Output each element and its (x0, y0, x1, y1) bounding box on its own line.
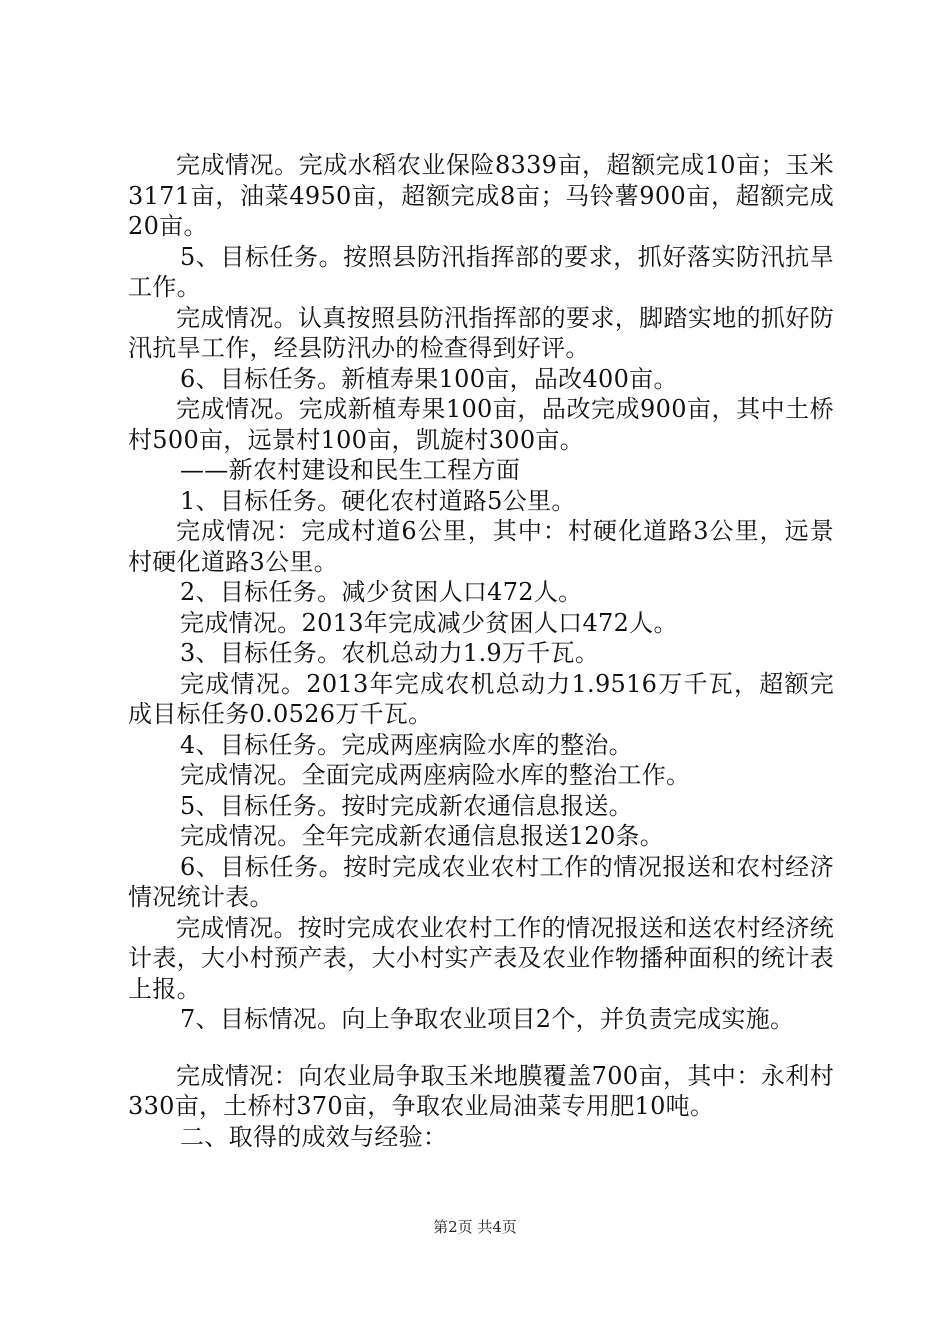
paragraph-reservoir-result: 完成情况。全面完成两座病险水库的整治工作。 (180, 761, 691, 789)
paragraph-reservoir-task: 4、目标任务。完成两座病险水库的整治。 (180, 730, 633, 759)
paragraph-project-task: 7、目标情况。向上争取农业项目2个，并负责完成实施。 (180, 1005, 795, 1033)
paragraph-poverty-result: 完成情况。2013年完成减少贫困人口472人。 (180, 608, 678, 637)
paragraph-road-result: 完成情况：完成村道6公里，其中：村硬化道路3公里，远景村硬化道路3公里。 (128, 517, 834, 576)
document-body (128, 150, 834, 1152)
paragraph-fruit-task: 6、目标任务。新植寿果100亩，品改400亩。 (180, 364, 678, 393)
paragraph-report-result: 完成情况。按时完成农业农村工作的情况报送和送农村经济统计表，大小村预产表，大小村实产表及农业作物播种面积的统计表上报。 (128, 913, 834, 1003)
paragraph-flood-task: 5、目标任务。按照县防汛指挥部的要求，抓好落实防汛抗旱工作。 (128, 242, 834, 301)
paragraph-road-task: 1、目标任务。硬化农村道路5公里。 (180, 486, 576, 515)
paragraph-insurance-result: 完成情况。完成水稻农业保险8339亩，超额完成10亩；玉米3171亩，油菜4950亩，超额完成8亩；马铃薯900亩，超额完成20亩。 (128, 151, 834, 240)
page-footer: 第2页 共4页 (433, 1218, 517, 1236)
paragraph-flood-result: 完成情况。认真按照县防汛指挥部的要求，脚踏实地的抓好防汛抗旱工作，经县防汛办的检查得到好评。 (128, 303, 834, 362)
paragraph-fruit-result: 完成情况。完成新植寿果100亩，品改完成900亩，其中土桥村500亩，远景村100亩，凯旋村300亩。 (128, 395, 834, 454)
paragraph-spacer (128, 1035, 834, 1061)
paragraph-machinery-task: 3、目标任务。农机总动力1.9万千瓦。 (180, 639, 600, 667)
paragraph-poverty-task: 2、目标任务。减少贫困人口472人。 (180, 578, 583, 606)
paragraph-info-task: 5、目标任务。按时完成新农通信息报送。 (180, 791, 633, 820)
section-heading-new-countryside: ——新农村建设和民生工程方面 (180, 456, 521, 484)
section-heading-achievements: 二、取得的成效与经验： (180, 1122, 448, 1151)
paragraph-report-task: 6、目标任务。按时完成农业农村工作的情况报送和农村经济情况统计表。 (128, 852, 834, 911)
paragraph-machinery-result: 完成情况。2013年完成农机总动力1.9516万千瓦，超额完成目标任务0.0526万千瓦。 (128, 669, 834, 728)
paragraph-info-result: 完成情况。全年完成新农通信息报送120条。 (180, 822, 665, 850)
paragraph-project-result: 完成情况：向农业局争取玉米地膜覆盖700亩，其中：永利村330亩，土桥村370亩，争取农业局油菜专用肥10吨。 (128, 1061, 834, 1120)
